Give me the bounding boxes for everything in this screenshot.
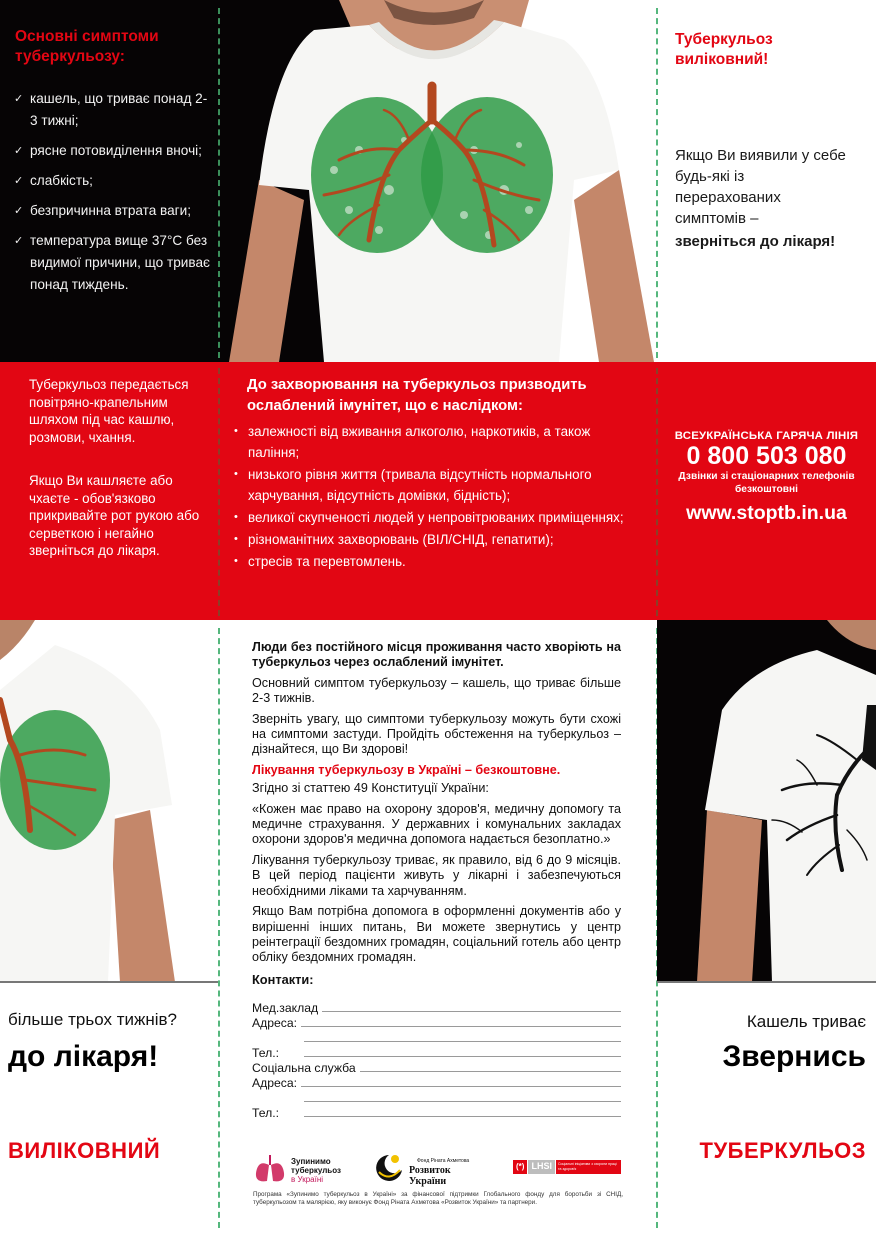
risk-factor-item: • великої скупченості людей у непровітрюваних приміщеннях; [232, 507, 637, 528]
lung-leaves [0, 710, 110, 850]
check-icon: ✓ [14, 145, 24, 157]
tshirt-dead-lungs-illustration [657, 620, 876, 982]
symptoms-panel [0, 0, 219, 362]
med-facility-field[interactable]: Мед.заклад [252, 1000, 621, 1015]
constitution-intro: Згідно зі статтею 49 Конституції України: [252, 781, 489, 796]
symptom-item: ✓ кашель, що триває понад 2-3 тижні; [14, 88, 214, 132]
tshirt-lungs-illustration [219, 0, 657, 362]
med-address-field-2[interactable] [252, 1030, 621, 1045]
fold-line [218, 8, 220, 358]
social-phone-field[interactable]: Тел.: [252, 1105, 621, 1120]
curable-panel [657, 0, 876, 362]
risk-factor-item: • стресів та перевтомлень. [232, 551, 637, 572]
chin [827, 620, 876, 650]
lungs-icon [253, 1153, 287, 1185]
hero-photo-green-lungs [219, 0, 657, 362]
hotline-note: Дзвінки зі стаціонарних телефонів безкоштовні [678, 471, 855, 495]
transmission-text: Туберкульоз передається повітряно-крапельним шляхом під час кашлю, розмови, чхання. [29, 377, 189, 445]
fold-line [218, 368, 220, 616]
contacts-title: Контакти: [252, 971, 314, 987]
symptom-item: ✓ рясне потовиділення вночі; [14, 140, 214, 162]
right-lung-leaves [421, 97, 553, 253]
seek-help-text: Звернись [722, 1040, 866, 1073]
fold-line [218, 628, 220, 1228]
med-address-field[interactable]: Адреса: [252, 1015, 621, 1030]
crescent-icon [373, 1152, 405, 1184]
hotline-number[interactable]: 0 800 503 080 [686, 442, 847, 470]
cough-lasts-text: Кашель триває [746, 1012, 866, 1031]
arm [110, 810, 175, 982]
contacts-form [252, 1000, 621, 1120]
cold-similarity-text: Зверніть увагу, що симптоми туберкульозу можуть бути схожі на симптоми застуди. Пройдіть обстеження на туберкульоз – дізнайтеся, що Ви здорові! [252, 711, 621, 757]
risk-factors-title: До захворювання на туберкульоз призводить ослаблений імунітет, що є наслідком: [247, 377, 587, 414]
social-address-field-2[interactable] [252, 1090, 621, 1105]
med-phone-field[interactable]: Тел.: [252, 1045, 621, 1060]
curable-word: ВИЛІКОВНИЙ [8, 1138, 161, 1163]
tuberculosis-word: ТУБЕРКУЛЬОЗ [699, 1138, 866, 1163]
social-service-field[interactable]: Соціальна служба [252, 1060, 621, 1075]
chin [0, 620, 35, 660]
curable-title: Туберкульоз виліковний! [675, 31, 773, 68]
left-arm [229, 180, 304, 362]
back-left-panel [0, 1010, 215, 1164]
symptom-item: ✓ безпричинна втрата ваги; [14, 200, 214, 222]
back-right-panel [660, 1012, 866, 1164]
check-icon: ✓ [14, 235, 24, 247]
help-documents-text: Якщо Вам потрібна допомога в оформленні документів або у вирішенні інших питань, Ви можете звернутись у центр реінтеграції бездомних громадян, соціальний готель або центр обліку бездомних громадян. [252, 904, 621, 965]
fold-line [656, 8, 658, 358]
photo-green-lungs-crop [0, 620, 219, 982]
photo-bottom-edge [657, 981, 876, 983]
check-icon: ✓ [14, 175, 24, 187]
homeless-info-panel [252, 640, 621, 987]
symptoms-list [14, 88, 214, 304]
symptoms-title: Основні симптоми туберкульозу: [15, 28, 159, 65]
risk-factors-list [232, 421, 637, 572]
risk-factor-item: • низького рівня життя (тривала відсутність нормального харчування, відсутність домівки, бідність); [232, 464, 637, 506]
check-icon: ✓ [14, 93, 24, 105]
see-doctor-cta: зверніться до лікаря! [675, 233, 836, 250]
cover-mouth-text: Якщо Ви кашляєте або чхаєте - обов'язково прикривайте рот рукою або серветкою і негайно зверніться до лікаря. [29, 473, 200, 558]
info-band [0, 362, 876, 620]
stop-tb-logo: Зупинимо туберкульоз в Україні [253, 1153, 343, 1185]
risk-factor-item: • різноманітних захворювань (ВІЛ/СНІД, гепатити); [232, 529, 637, 550]
program-footnote: Програма «Зупинимо туберкульоз в Україні» за фінансової підтримки Глобального фонду для боротьби зі СНІД, туберкульозом та малярією, яку виконує Фонд Ріната Ахметова «Розвиток України» та партнери. [253, 1191, 623, 1206]
risk-factors [232, 375, 637, 573]
to-doctor-text: до лікаря! [8, 1040, 159, 1073]
lhsi-logo: (*) LHSI Соціальні ініціативи з охорони праці та здоров'я [513, 1160, 621, 1174]
curable-body: Якщо Ви виявили у себе будь-які із перерахованих симптомів – [675, 147, 846, 227]
homeless-risk-text: Люди без постійного місця проживання часто хворіють на туберкульоз через ослаблений імунітет. [252, 640, 621, 670]
three-weeks-text: більше трьох тижнів? [8, 1010, 177, 1029]
right-arm [574, 170, 654, 362]
photo-bottom-edge [0, 981, 219, 983]
website-link[interactable]: www.stoptb.in.ua [686, 502, 847, 524]
akhmetov-fund-logo: Фонд Ріната Ахметова Розвиток України [373, 1152, 485, 1186]
free-treatment-text: Лікування туберкульозу в Україні – безкоштовне. [252, 762, 561, 777]
fold-line [656, 368, 658, 616]
constitution-quote: «Кожен має право на охорону здоров'я, медичну допомогу та медичне страхування. У державних і комунальних закладах охорони здоров'я медична допомога надається безоплатно.» [252, 801, 621, 847]
symptom-item: ✓ температура вище 37°С без видимої причини, що триває понад тиждень. [14, 230, 214, 296]
treatment-duration-text: Лікування туберкульозу триває, як правило, від 6 до 9 місяців. В цей період пацієнти живуть у лікарні і забезпечуються необхідними ліками та харчуванням. [252, 852, 621, 898]
check-icon: ✓ [14, 205, 24, 217]
risk-factor-item: • залежності від вживання алкоголю, наркотиків, а також паління; [232, 421, 637, 463]
tshirt-lungs-illustration [0, 620, 219, 982]
social-address-field[interactable]: Адреса: [252, 1075, 621, 1090]
hotline-label: ВСЕУКРАЇНСЬКА ГАРЯЧА ЛІНІЯ [674, 430, 859, 442]
main-symptom-text: Основний симптом туберкульозу – кашель, що триває більше 2-3 тижнів. [252, 675, 621, 706]
arm [697, 810, 762, 982]
symptom-item: ✓ слабкість; [14, 170, 214, 192]
photo-black-lungs-crop [657, 620, 876, 982]
hotline-block [664, 430, 869, 525]
